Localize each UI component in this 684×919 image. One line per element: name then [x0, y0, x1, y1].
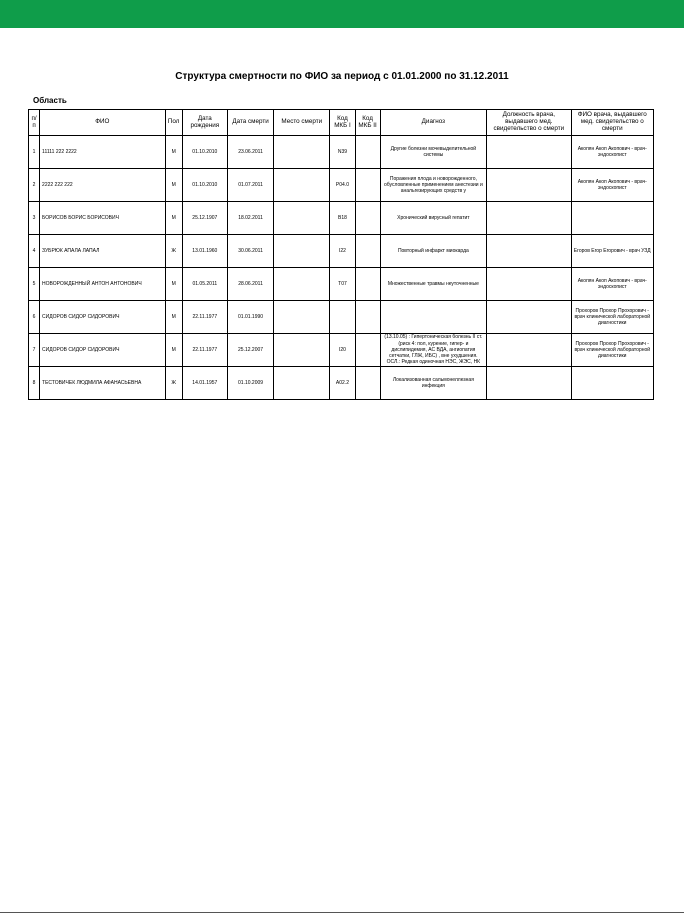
cell-fio: СИДОРОВ СИДОР СИДОРОВИЧ: [40, 301, 166, 334]
cell-sex: Ж: [165, 235, 182, 268]
cell-mkb1: I20: [330, 334, 355, 367]
cell-mkb2: [355, 301, 380, 334]
table-header-row: [29, 110, 654, 136]
cell-birth-date: 13.01.1960: [182, 235, 227, 268]
cell-doctor-position: [487, 235, 571, 268]
cell-sex: М: [165, 202, 182, 235]
cell-doctor-name: [571, 367, 653, 400]
table-row: [29, 367, 654, 400]
cell-fio: 2222 222 222: [40, 169, 166, 202]
cell-mkb1: [330, 301, 355, 334]
cell-num: 2: [29, 169, 40, 202]
cell-mkb1: P04.0: [330, 169, 355, 202]
table-row: [29, 268, 654, 301]
cell-diagnosis: [380, 301, 487, 334]
cell-mkb1: I22: [330, 235, 355, 268]
cell-mkb2: [355, 334, 380, 367]
col-header-death-place: Место смерти: [274, 110, 330, 136]
cell-birth-date: 01.10.2010: [182, 169, 227, 202]
cell-death-date: 01.01.1990: [227, 301, 273, 334]
header-bar: [0, 0, 684, 28]
cell-doctor-position: [487, 301, 571, 334]
cell-diagnosis: Множественные травмы неуточненные: [380, 268, 487, 301]
cell-num: 3: [29, 202, 40, 235]
cell-mkb2: [355, 268, 380, 301]
cell-birth-date: 01.05.2011: [182, 268, 227, 301]
col-header-doctor-position: Должность врача, выдавшего мед. свидетельство о смерти: [487, 110, 571, 136]
table-row: [29, 235, 654, 268]
cell-doctor-position: [487, 136, 571, 169]
table-row: [29, 334, 654, 367]
cell-num: 8: [29, 367, 40, 400]
cell-num: 1: [29, 136, 40, 169]
cell-fio: 11111 222 2222: [40, 136, 166, 169]
cell-death-place: [274, 235, 330, 268]
cell-diagnosis: Локализованная сальмонеллезная инфекция: [380, 367, 487, 400]
cell-death-date: 01.07.2011: [227, 169, 273, 202]
cell-birth-date: 01.10.2010: [182, 136, 227, 169]
cell-num: 5: [29, 268, 40, 301]
cell-birth-date: 14.01.1957: [182, 367, 227, 400]
cell-birth-date: 25.12.1907: [182, 202, 227, 235]
cell-diagnosis: (13.10.05) : Гипертоническая болезнь II ст. (риск 4: пол, курение, гипер- и дислипидемия, АС ВДА, ангиопатия сетчатки, ГЛЖ, ИБС) , вне ухудшения. ОСЛ.: Редкая одиночная НЭС, ЖЭС, НК: [380, 334, 487, 367]
cell-death-place: [274, 367, 330, 400]
cell-doctor-position: [487, 367, 571, 400]
report-title: Структура смертности по ФИО за период с 01.01.2000 по 31.12.2011: [175, 71, 509, 82]
col-header-diagnosis: Диагноз: [380, 110, 487, 136]
cell-death-date: 01.10.2009: [227, 367, 273, 400]
cell-mkb2: [355, 202, 380, 235]
cell-mkb1: A02.2: [330, 367, 355, 400]
cell-doctor-name: Акопян Акоп Акопович - врач-эндоскопист: [571, 169, 653, 202]
cell-sex: Ж: [165, 367, 182, 400]
cell-doctor-name: [571, 202, 653, 235]
cell-mkb1: T07: [330, 268, 355, 301]
cell-death-place: [274, 202, 330, 235]
cell-num: 4: [29, 235, 40, 268]
table-row: [29, 169, 654, 202]
cell-sex: М: [165, 301, 182, 334]
cell-death-place: [274, 334, 330, 367]
col-header-mkb1: Код МКБ I: [330, 110, 355, 136]
cell-doctor-name: Акопян Акоп Акопович - врач-эндоскопист: [571, 268, 653, 301]
cell-birth-date: 22.11.1977: [182, 334, 227, 367]
cell-sex: М: [165, 136, 182, 169]
table-body: [29, 136, 654, 400]
col-header-doctor-name: ФИО врача, выдавшего мед. свидетельство о смерти: [571, 110, 653, 136]
cell-doctor-position: [487, 268, 571, 301]
cell-diagnosis: Поражения плода и новорожденного, обусловленные применением анестезии и анальгезирующих средств у: [380, 169, 487, 202]
cell-death-place: [274, 268, 330, 301]
col-header-birth-date: Дата рождения: [182, 110, 227, 136]
cell-num: 6: [29, 301, 40, 334]
mortality-table: [28, 109, 654, 400]
col-header-sex: Пол: [165, 110, 182, 136]
cell-doctor-name: Акопян Акоп Акопович - врач-эндоскопист: [571, 136, 653, 169]
cell-fio: БОРИСОВ БОРИС БОРИСОВИЧ: [40, 202, 166, 235]
cell-num: 7: [29, 334, 40, 367]
col-header-death-date: Дата смерти: [227, 110, 273, 136]
cell-mkb2: [355, 367, 380, 400]
cell-mkb2: [355, 235, 380, 268]
cell-fio: ЗУБРЮК АПАЛА ЛАПАЛ: [40, 235, 166, 268]
col-header-mkb2: Код МКБ II: [355, 110, 380, 136]
cell-death-date: 30.06.2011: [227, 235, 273, 268]
cell-mkb1: N39: [330, 136, 355, 169]
cell-sex: М: [165, 169, 182, 202]
cell-death-date: 18.02.2011: [227, 202, 273, 235]
table-row: [29, 136, 654, 169]
cell-death-date: 28.06.2011: [227, 268, 273, 301]
footer-divider: [0, 912, 684, 913]
col-header-fio: ФИО: [40, 110, 166, 136]
col-header-num: п/п: [29, 110, 40, 136]
region-label: Область: [33, 96, 67, 105]
cell-diagnosis: Другие болезни мочевыделительной системы: [380, 136, 487, 169]
cell-doctor-name: Прохоров Прохор Прохорович - врач клинической лабораторной диагностики: [571, 334, 653, 367]
cell-mkb1: B18: [330, 202, 355, 235]
cell-death-place: [274, 169, 330, 202]
cell-diagnosis: Повторный инфаркт миокарда: [380, 235, 487, 268]
cell-doctor-name: Прохоров Прохор Прохорович - врач клинической лабораторной диагностики: [571, 301, 653, 334]
cell-birth-date: 22.11.1977: [182, 301, 227, 334]
cell-mkb2: [355, 136, 380, 169]
cell-fio: ТЕСТОВИЧЕК ЛЮДМИЛА АФАНАСЬЕВНА: [40, 367, 166, 400]
cell-doctor-name: Егоров Егор Егорович - врач УЗД: [571, 235, 653, 268]
cell-doctor-position: [487, 169, 571, 202]
cell-fio: СИДОРОВ СИДОР СИДОРОВИЧ: [40, 334, 166, 367]
cell-death-place: [274, 136, 330, 169]
cell-sex: М: [165, 268, 182, 301]
cell-doctor-position: [487, 334, 571, 367]
cell-sex: М: [165, 334, 182, 367]
cell-mkb2: [355, 169, 380, 202]
cell-diagnosis: Хронический вирусный гепатит: [380, 202, 487, 235]
cell-death-date: 25.12.2007: [227, 334, 273, 367]
table-row: [29, 202, 654, 235]
table-row: [29, 301, 654, 334]
cell-death-place: [274, 301, 330, 334]
cell-death-date: 23.06.2011: [227, 136, 273, 169]
cell-fio: НОВОРОЖДЕННЫЙ АНТОН АНТОНОВИЧ: [40, 268, 166, 301]
cell-doctor-position: [487, 202, 571, 235]
